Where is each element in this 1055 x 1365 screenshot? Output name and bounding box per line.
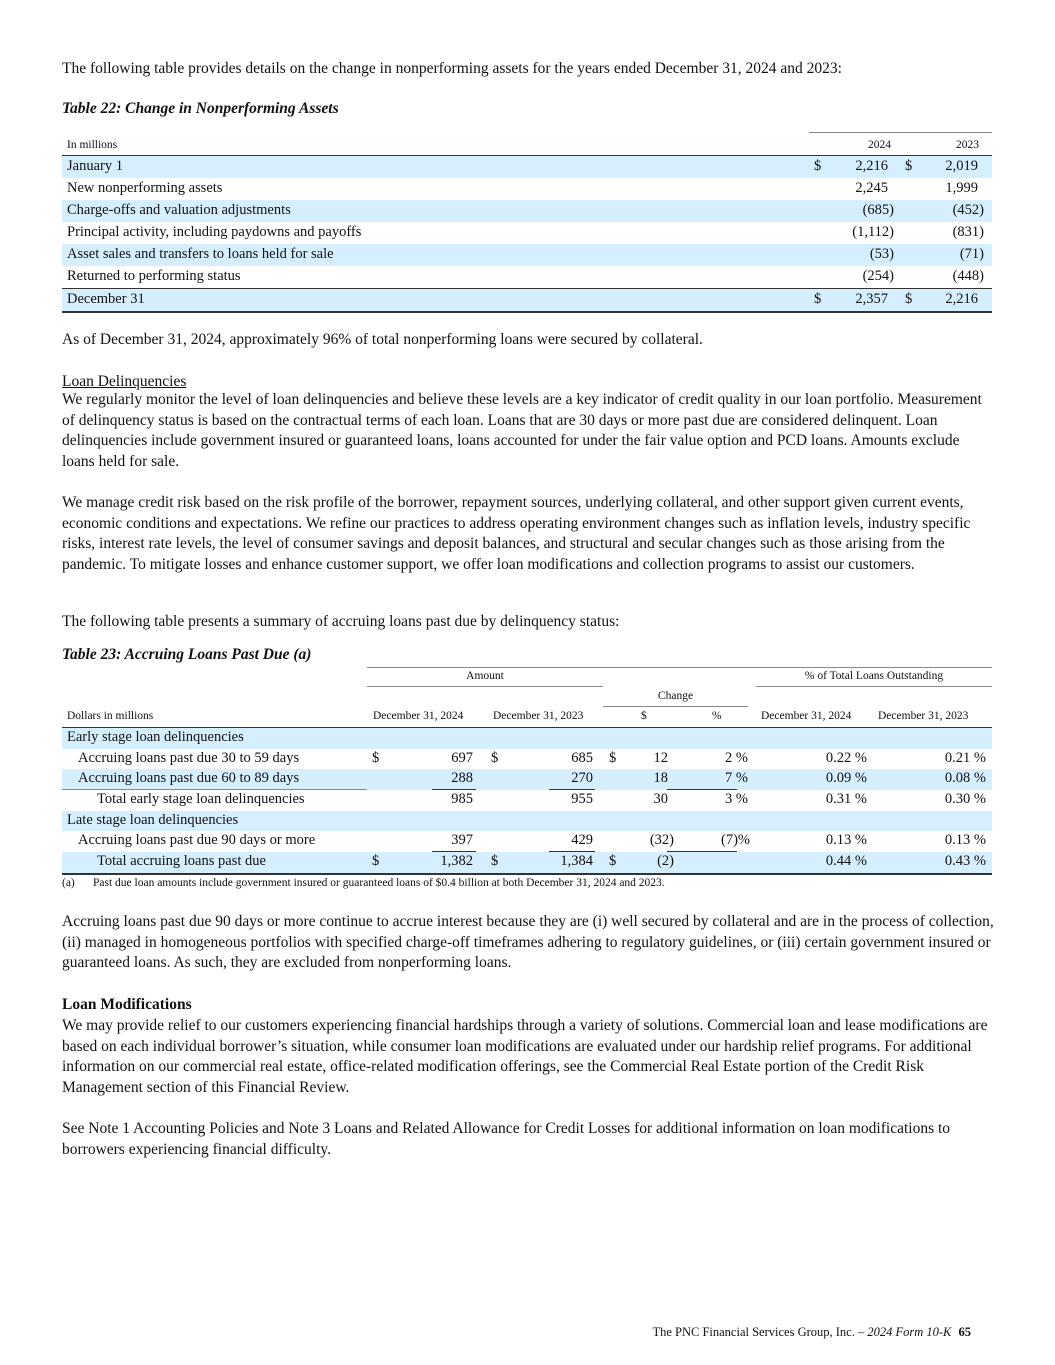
- footer-company: The PNC Financial Services Group, Inc. –: [652, 1325, 865, 1339]
- table-23: [62, 667, 992, 875]
- loan-modifications-paragraph-1: We may provide relief to our customers experiencing financial hardships through a variety of solutions. Commercial loan and lease modifications are based on each individual borrower’s situation, while consumer loan modifications are evaluated under our hardship relief programs. For additional information on our commercial real estate, office-related modification offerings, see the Commercial Real Estate portion of the Credit Risk Management section of this Financial Review.: [62, 1017, 988, 1097]
- delinquency-paragraph-3: The following table presents a summary of accruing loans past due by delinquency status:: [62, 613, 620, 630]
- table-row: Accruing loans past due 30 to 59 days $ 697 $ 685 $ 12 2 % 0.22 % 0.21 %: [78, 749, 986, 766]
- col-2023: 2023: [956, 139, 979, 151]
- col-2024: 2024: [868, 139, 891, 151]
- loan-modifications-heading: Loan Modifications: [62, 996, 192, 1013]
- change-label: Change: [657, 690, 694, 702]
- loan-delinquencies-heading: Loan Delinquencies: [62, 373, 187, 390]
- table-22-title: Table 22: Change in Nonperforming Assets: [62, 100, 339, 117]
- table-22-header: [62, 132, 992, 156]
- table-23-group-header: [62, 667, 992, 687]
- table-row-total: Total accruing loans past due $ 1,382 $ 1,384 $ (2) 0.44 % 0.43 %: [62, 852, 992, 875]
- section-row-early: Early stage loan delinquencies: [62, 728, 992, 749]
- intro-paragraph: The following table provides details on the change in nonperforming assets for the years ended December 31, 2024 and 2023:: [62, 60, 842, 77]
- table-23-column-headers: Dollars in millions December 31, 2024 December 31, 2023 $ % December 31, 2024 December 31, 2023: [62, 707, 992, 728]
- group-pct: % of Total Loans Outstanding: [804, 670, 944, 682]
- unit-label: In millions: [67, 139, 118, 151]
- table-row: Principal activity, including paydowns and payoffs (1,112) (831): [67, 224, 984, 240]
- group-amount: Amount: [466, 670, 504, 682]
- page-footer: [652, 1325, 971, 1340]
- delinquency-paragraph-1: We regularly monitor the level of loan delinquencies and believe these levels are a key indicator of credit quality in our loan portfolio. Measurement of delinquency status is based on the contractual terms of each loan. Loans that are 30 days or more past due are considered delinquent. Loan delinquencies include government insured or guaranteed loans, loans accounted for under the fair value option and PCD loans. Amounts exclude loans held for sale.: [62, 391, 982, 471]
- loan-modifications-paragraph-2: See Note 1 Accounting Policies and Note 3 Loans and Related Allowance for Credit Losses for additional information on loan modifications to borrowers experiencing financial difficulty.: [62, 1120, 951, 1158]
- collateral-paragraph: As of December 31, 2024, approximately 96% of total nonperforming loans were secured by collateral.: [62, 331, 703, 348]
- table-row: New nonperforming assets 2,245 1,999: [67, 180, 978, 196]
- past-due-90-paragraph: Accruing loans past due 90 days or more continue to accrue interest because they are (i) well secured by collateral and are in the process of collection, (ii) managed in homogeneous portfolios with specified charge-off timeframes adhering to regulatory guidelines, or (iii) certain government insured or guaranteed loans. As such, they are excluded from nonperforming loans.: [62, 913, 994, 972]
- section-row-late: Late stage loan delinquencies: [62, 811, 992, 832]
- table-23-change-header: [62, 687, 992, 707]
- footer-form: 2024 Form 10-K: [867, 1325, 952, 1339]
- table-row: Accruing loans past due 90 days or more 397 429 (32) (7)% 0.13 % 0.13 %: [62, 831, 992, 852]
- delinquency-paragraph-2: We manage credit risk based on the risk profile of the borrower, repayment sources, underlying collateral, and other support given current events, economic conditions and expectations. We refine our practices to address operating environment changes such as inflation levels, industry specific risks, interest rate levels, the level of consumer savings and deposit balances, and structural and secular changes such as those arising from the pandemic. To mitigate losses and enhance customer support, we offer loan modifications and collection programs to assist our customers.: [62, 494, 971, 574]
- table-row-total: December 31 $ 2,357 $ 2,216: [62, 288, 992, 313]
- table-row: Asset sales and transfers to loans held for sale (53) (71): [62, 244, 992, 266]
- table-row: Accruing loans past due 60 to 89 days 288 270 18 7 % 0.09 % 0.08 %: [62, 769, 992, 790]
- table-row: January 1 $ 2,216 $ 2,019: [62, 156, 992, 178]
- table-row: Charge-offs and valuation adjustments (685) (452): [62, 200, 992, 222]
- table-row-subtotal: Total early stage loan delinquencies 985 955 30 3 % 0.31 % 0.30 %: [97, 791, 986, 808]
- table-23-title: Table 23: Accruing Loans Past Due (a): [62, 646, 312, 663]
- table-row: Returned to performing status (254) (448): [67, 268, 984, 284]
- table-22: [62, 132, 992, 313]
- page-number: 65: [958, 1325, 971, 1339]
